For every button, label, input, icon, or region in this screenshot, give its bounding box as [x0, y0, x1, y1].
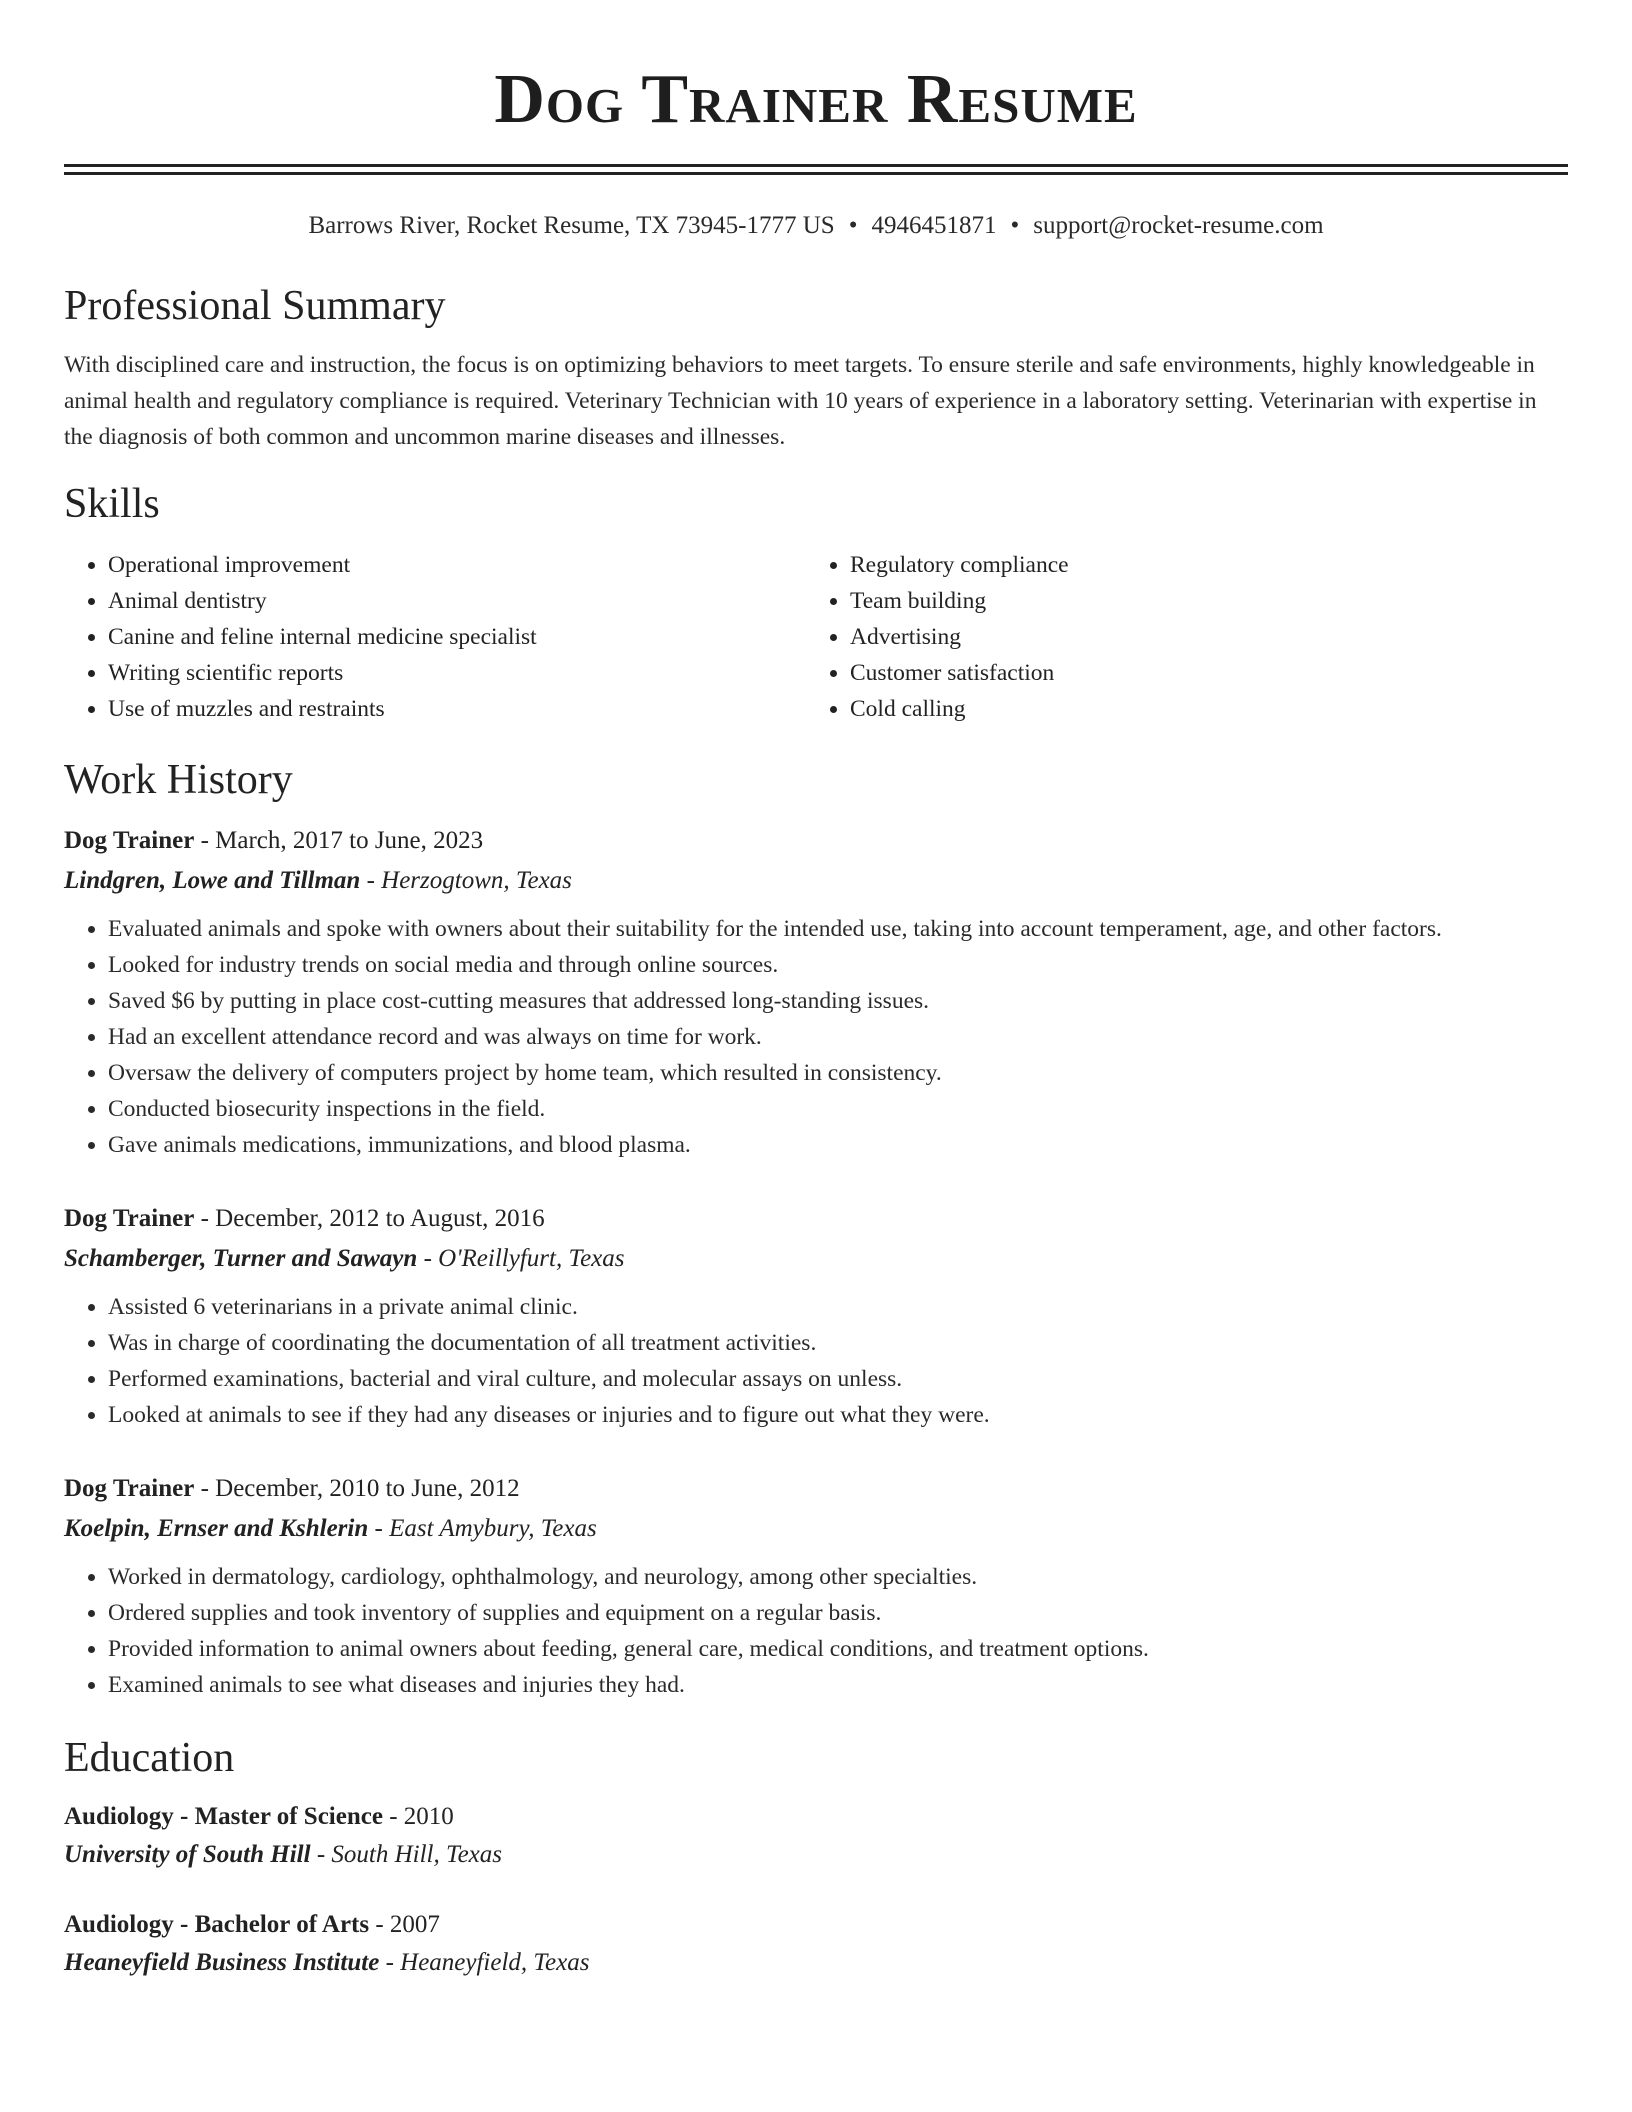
education-school-line: [64, 1837, 1568, 1873]
job-entry: [64, 1199, 1568, 1433]
job-header: [64, 1199, 1568, 1239]
contact-email: support@rocket-resume.com: [1033, 212, 1324, 239]
job-duty: • Evaluated animals and spoke with owners about their suitability for the intended use, taking into account temperament, age, and other factors.: [108, 911, 1568, 947]
education-year: - 2010: [382, 1803, 454, 1830]
skills-heading: Skills: [64, 481, 160, 527]
job-duty: • Conducted biosecurity inspections in the field.: [108, 1091, 1568, 1127]
education-entry: [64, 1797, 1568, 1873]
job-duty: • Saved $6 by putting in place cost-cutting measures that addressed long-standing issues.: [108, 983, 1568, 1019]
education-school: Heaneyfield Business Institute: [64, 1949, 380, 1976]
job-entry: [64, 1469, 1568, 1703]
job-duty: • Had an excellent attendance record and was always on time for work.: [108, 1019, 1568, 1055]
job-company-line: [64, 1509, 1568, 1549]
summary-heading: Professional Summary: [64, 283, 446, 329]
job-duty: • Gave animals medications, immunizations, and blood plasma.: [108, 1127, 1568, 1163]
education-degree: Audiology - Bachelor of Arts: [64, 1911, 370, 1938]
job-duty: • Looked for industry trends on social media and through online sources.: [108, 947, 1568, 983]
education-degree: Audiology - Master of Science: [64, 1803, 383, 1830]
education-location: - South Hill, Texas: [310, 1841, 503, 1868]
education-location: - Heaneyfield, Texas: [379, 1949, 590, 1976]
title-divider: [64, 164, 1568, 175]
job-company-line: [64, 861, 1568, 901]
job-location: - East Amybury, Texas: [368, 1515, 597, 1542]
resume-title: Dog Trainer Resume: [494, 61, 1138, 138]
job-duties: [64, 911, 1568, 1163]
skill-item: • Use of muzzles and restraints: [108, 691, 806, 727]
education-entry: [64, 1905, 1568, 1981]
skill-item: • Animal dentistry: [108, 583, 806, 619]
skill-item: • Writing scientific reports: [108, 655, 806, 691]
job-dates: - December, 2012 to August, 2016: [194, 1205, 545, 1232]
job-duty: • Looked at animals to see if they had any diseases or injuries and to figure out what they were.: [108, 1397, 1568, 1433]
job-entry: [64, 821, 1568, 1163]
education-degree-line: [64, 1905, 1568, 1945]
skill-item: • Regulatory compliance: [850, 547, 1548, 583]
contact-phone: 4946451871: [871, 212, 997, 239]
education-heading: Education: [64, 1735, 235, 1781]
job-duty: • Was in charge of coordinating the documentation of all treatment activities.: [108, 1325, 1568, 1361]
education-year: - 2007: [369, 1911, 440, 1938]
job-duty: • Oversaw the delivery of computers project by home team, which resulted in consistency.: [108, 1055, 1568, 1091]
job-dates: - December, 2010 to June, 2012: [194, 1475, 520, 1502]
job-duty: • Ordered supplies and took inventory of supplies and equipment on a regular basis.: [108, 1595, 1568, 1631]
job-duty: • Assisted 6 veterinarians in a private animal clinic.: [108, 1289, 1568, 1325]
job-duty: • Provided information to animal owners about feeding, general care, medical conditions, and treatment options.: [108, 1631, 1568, 1667]
education-school: University of South Hill: [64, 1841, 311, 1868]
job-duty: • Worked in dermatology, cardiology, ophthalmology, and neurology, among other specialties.: [108, 1559, 1568, 1595]
job-duty: • Examined animals to see what diseases and injuries they had.: [108, 1667, 1568, 1703]
job-title: Dog Trainer: [64, 1475, 195, 1502]
skills-column-left: [64, 547, 806, 727]
job-duties: [64, 1559, 1568, 1703]
skills-list: [64, 547, 1568, 727]
job-header: [64, 821, 1568, 861]
job-location: - O'Reillyfurt, Texas: [417, 1245, 625, 1272]
contact-separator: •: [848, 212, 858, 239]
education-school-line: [64, 1945, 1568, 1981]
job-title: Dog Trainer: [64, 1205, 195, 1232]
skill-item: • Cold calling: [850, 691, 1548, 727]
job-company: Koelpin, Ernser and Kshlerin: [64, 1515, 369, 1542]
job-company: Schamberger, Turner and Sawayn: [64, 1245, 418, 1272]
job-title: Dog Trainer: [64, 827, 195, 854]
skill-item: • Operational improvement: [108, 547, 806, 583]
contact-line: [64, 211, 1568, 241]
job-company-line: [64, 1239, 1568, 1279]
contact-separator: •: [1010, 212, 1020, 239]
work-history-heading: Work History: [64, 757, 293, 803]
job-location: - Herzogtown, Texas: [360, 867, 572, 894]
skill-item: • Advertising: [850, 619, 1548, 655]
job-header: [64, 1469, 1568, 1509]
job-duty: • Performed examinations, bacterial and viral culture, and molecular assays on unless.: [108, 1361, 1568, 1397]
job-company: Lindgren, Lowe and Tillman: [64, 867, 361, 894]
skill-item: • Team building: [850, 583, 1548, 619]
job-dates: - March, 2017 to June, 2023: [194, 827, 484, 854]
skill-item: • Canine and feline internal medicine specialist: [108, 619, 806, 655]
summary-text: With disciplined care and instruction, the focus is on optimizing behaviors to meet targets. To ensure sterile and safe environments, highly knowledgeable in animal health and regulatory compliance is required. Veterinary Technician with 10 years of experience in a laboratory setting. Veterinarian with expertise in the diagnosis of both common and uncommon marine diseases and illnesses.: [64, 352, 1537, 450]
contact-address: Barrows River, Rocket Resume, TX 73945-1777 US: [308, 212, 835, 239]
job-duties: [64, 1289, 1568, 1433]
skill-item: • Customer satisfaction: [850, 655, 1548, 691]
skills-column-right: [806, 547, 1548, 727]
education-degree-line: [64, 1797, 1568, 1837]
